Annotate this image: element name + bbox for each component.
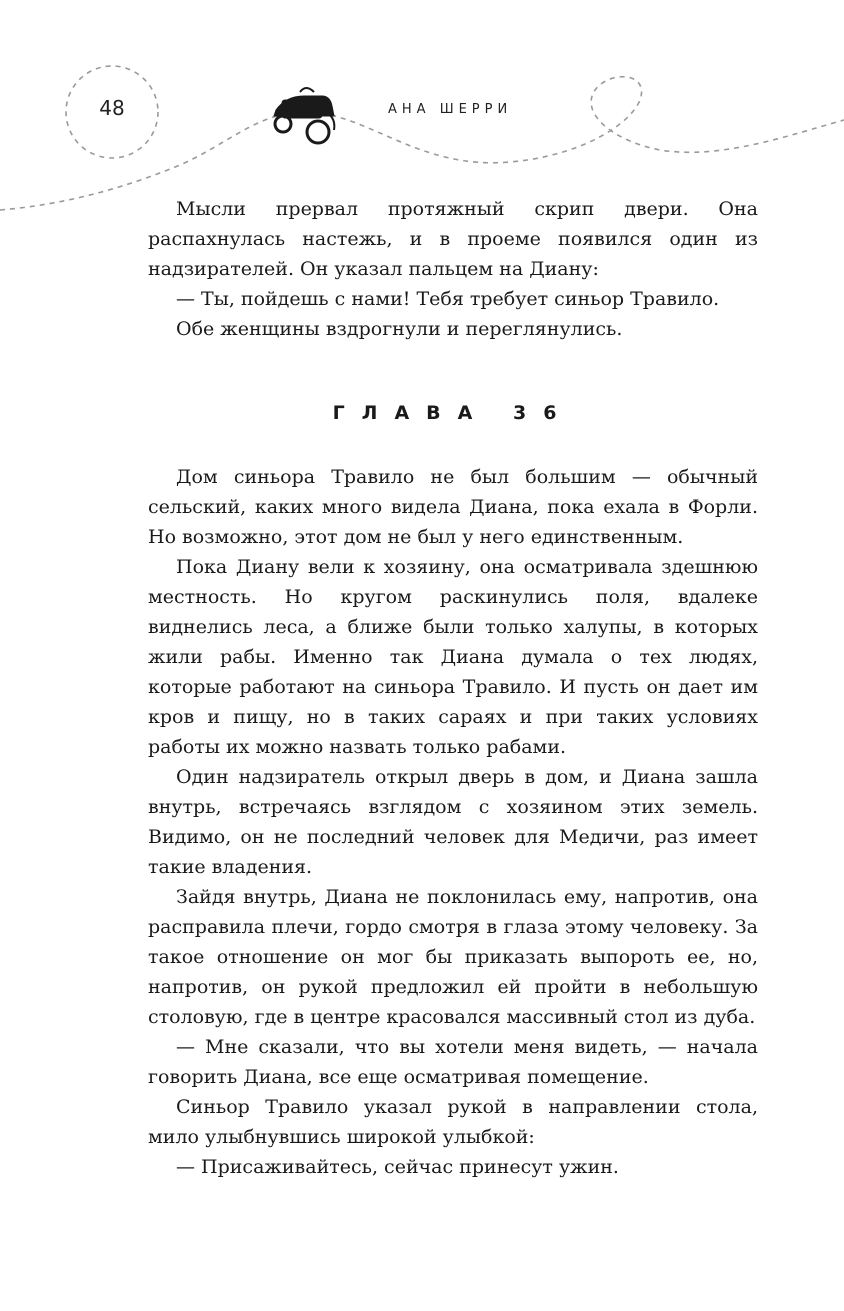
paragraph: — Ты, пойдешь с нами! Тебя требует синьор Травило. [176,288,720,310]
paragraph: Пока Диану вели к хозяину, она осматривала здешнюю местность. Но кругом раскинулись поля, вдалеке виднелись леса, а ближе были только халупы, в которых жили рабы. Именно так Диана думала о тех людях, которые работают на синьора Травило. И пусть он дает им кров и пищу, но в таких сараях и при таких условиях работы их можно назвать только рабами. [148,556,758,758]
paragraph: Синьор Травило указал рукой в направлении стола, мило улыбнувшись широкой улыбкой: [148,1096,758,1148]
running-head-author: АНА ШЕРРИ [388,102,513,117]
paragraph: Один надзиратель открыл дверь в дом, и Диана зашла внутрь, встречаясь взглядом с хозяином этих земель. Видимо, он не последний человек для Медичи, раз имеет такие владения. [148,766,758,878]
carriage-icon [274,88,334,143]
chapter-body [148,462,758,1182]
page-number: 48 [99,96,125,120]
paragraph: — Мне сказали, что вы хотели меня видеть, — начала говорить Диана, все еще осматривая помещение. [148,1036,758,1088]
paragraph: Зайдя внутрь, Диана не поклонилась ему, напротив, она расправила плечи, гордо смотря в глаза этому человеку. За такое отношение он мог бы приказать выпороть ее, но, напротив, он рукой предложил ей пройти в небольшую столовую, где в центре красовался массивный стол из дуба. [148,886,758,1028]
chapter-title: ГЛАВА 36 [332,402,574,424]
paragraph: Мысли прервал протяжный скрип двери. Она распахнулась настежь, и в проеме появился один из надзирателей. Он указал пальцем на Диану: [148,198,758,280]
intro-text [148,194,758,344]
paragraph: Обе женщины вздрогнули и переглянулись. [176,318,623,340]
paragraph: — Присаживайтесь, сейчас принесут ужин. [176,1156,619,1178]
paragraph: Дом синьора Травило не был большим — обычный сельский, каких много видела Диана, пока ехала в Форли. Но возможно, этот дом не был у него единственным. [148,466,758,548]
